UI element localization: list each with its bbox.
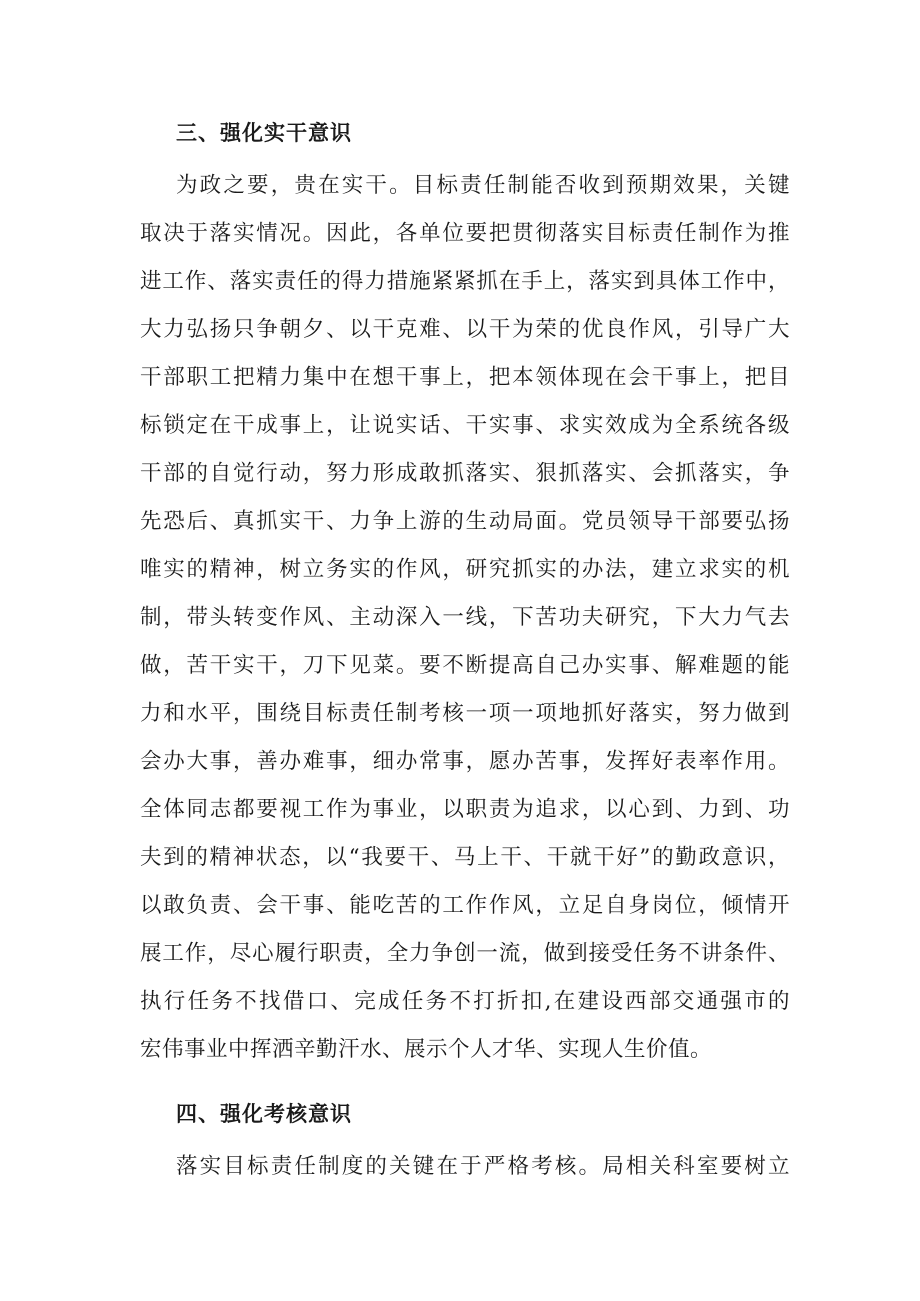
section-heading-4: 四、强化考核意识 xyxy=(176,1102,352,1126)
paragraph-line: 制，带头转变作风、主动深入一线，下苦功夫研究，下大力气去 xyxy=(140,605,790,630)
paragraph-line: 进工作、落实责任的得力措施紧紧抓在手上，落实到具体工作中， xyxy=(140,269,790,294)
section-3-paragraph xyxy=(140,162,790,1074)
paragraph-line: 会办大事，善办难事，细办常事，愿办苦事，发挥好表率作用。 xyxy=(140,749,790,774)
paragraph-line: 先恐后、真抓实干、力争上游的生动局面。党员领导干部要弘扬 xyxy=(140,509,790,534)
section-heading-3: 三、强化实干意识 xyxy=(176,121,352,145)
paragraph-line: 执行任务不找借口、完成任务不打折扣,在建设西部交通强市的 xyxy=(140,989,790,1014)
paragraph-line: 全体同志都要视工作为事业，以职责为追求，以心到、力到、功 xyxy=(140,797,790,822)
paragraph-line: 干部职工把精力集中在想干事上，把本领体现在会干事上，把目 xyxy=(140,365,790,390)
paragraph-line: 做，苦干实干，刀下见菜。要不断提高自己办实事、解难题的能 xyxy=(140,653,790,678)
paragraph-line: 干部的自觉行动，努力形成敢抓落实、狠抓落实、会抓落实，争 xyxy=(140,461,790,486)
paragraph-line: 力和水平，围绕目标责任制考核一项一项地抓好落实，努力做到 xyxy=(140,701,790,726)
paragraph-line: 为政之要，贵在实干。目标责任制能否收到预期效果，关键 xyxy=(176,173,790,198)
paragraph-line: 展工作，尽心履行职责，全力争创一流，做到接受任务不讲条件、 xyxy=(140,941,790,966)
paragraph-line: 宏伟事业中挥洒辛勤汗水、展示个人才华、实现人生价值。 xyxy=(140,1037,713,1062)
paragraph-line: 以敢负责、会干事、能吃苦的工作作风，立足自身岗位，倾情开 xyxy=(140,893,790,918)
paragraph-line: 唯实的精神，树立务实的作风，研究抓实的办法，建立求实的机 xyxy=(140,557,790,582)
paragraph-line: 取决于落实情况。因此，各单位要把贯彻落实目标责任制作为推 xyxy=(140,221,790,246)
paragraph-line: 落实目标责任制度的关键在于严格考核。局相关科室要树立 xyxy=(176,1154,790,1179)
section-4-paragraph xyxy=(140,1143,790,1191)
paragraph-line: 标锁定在干成事上，让说实话、干实事、求实效成为全系统各级 xyxy=(140,413,790,438)
paragraph-line: 夫到的精神状态，以“我要干、马上干、干就干好”的勤政意识， xyxy=(140,845,790,870)
paragraph-line: 大力弘扬只争朝夕、以干克难、以干为荣的优良作风，引导广大 xyxy=(140,317,790,342)
